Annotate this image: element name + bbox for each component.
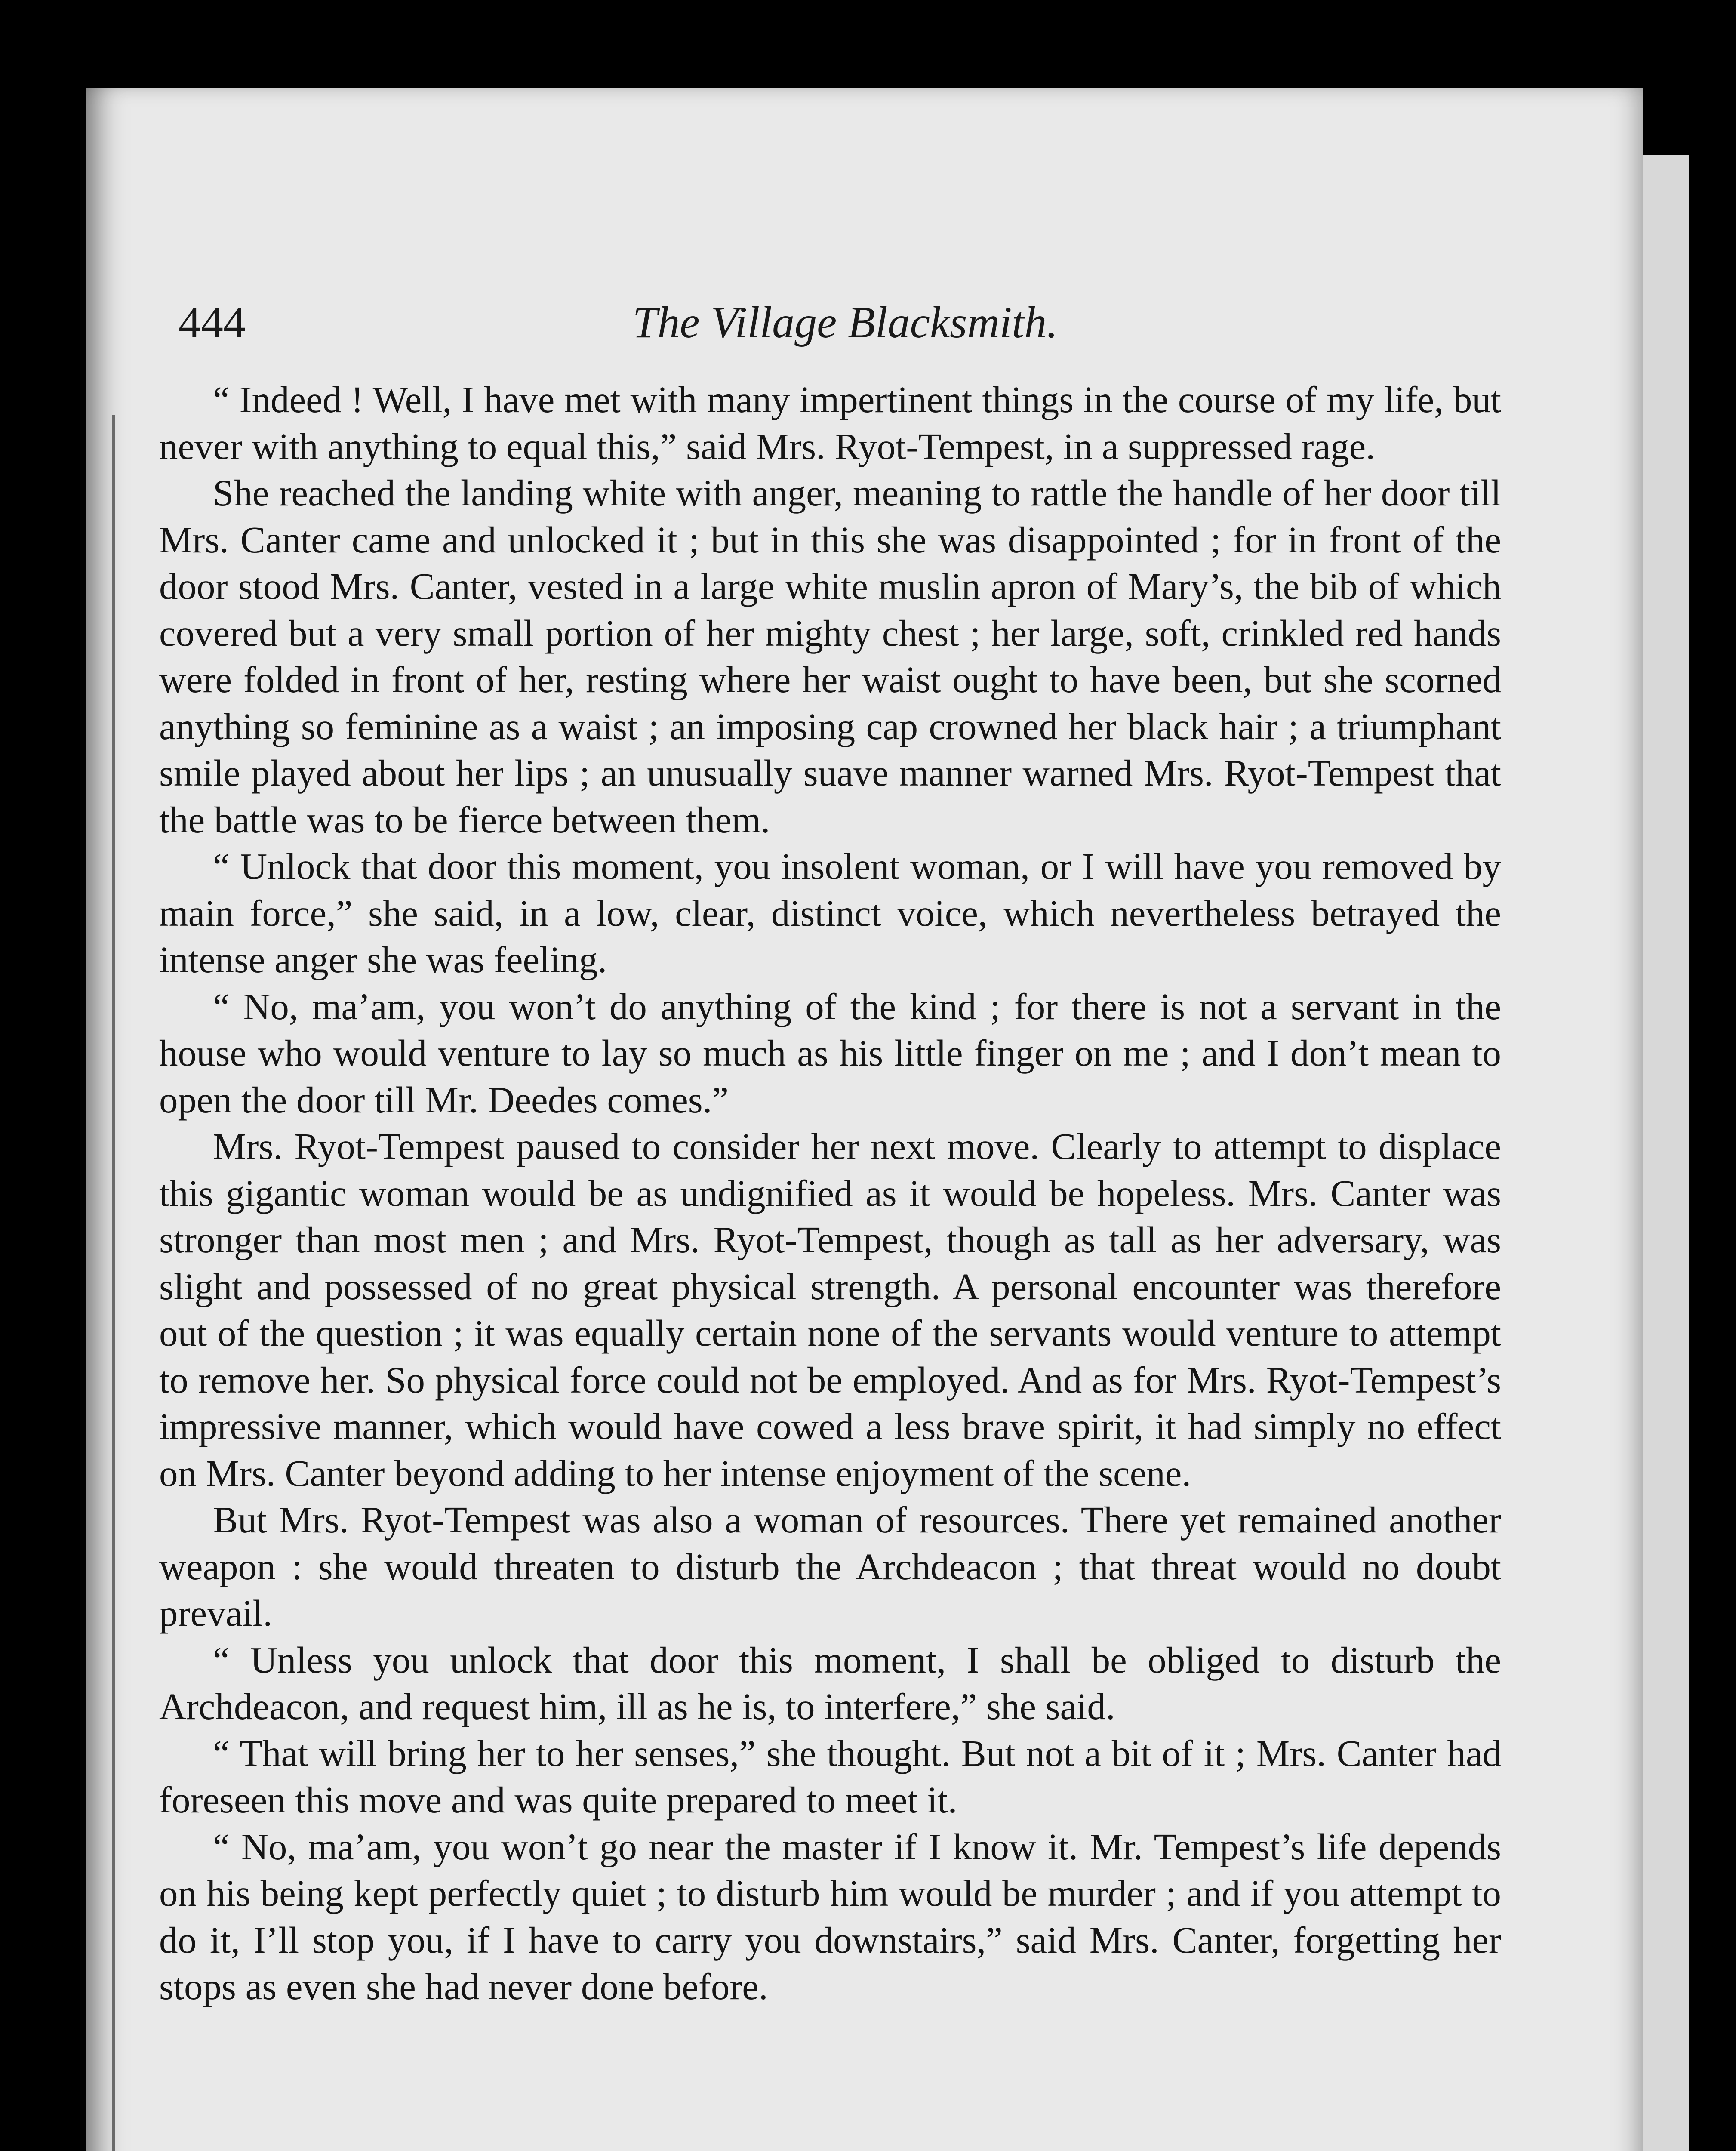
page-number: 444	[179, 298, 246, 347]
paragraph-2: She reached the landing white with anger, meaning to rattle the handle of her door till Mrs. Canter came and unlocked it ; but in this she was disappointed ; for in front of the door stood Mrs. Canter, vested in a large white muslin apron of Mary’s, the bib of which covered but a very small portion of her mighty chest ; her large, soft, crinkled red hands were folded in front of her, resting where her waist ought to have been, but she scorned anything so feminine as a waist ; an imposing cap crowned her black hair ; a triumphant smile played about her lips ; an unusually suave manner warned Mrs. Ryot-Tempest that the battle was to be fierce between them.	[159, 472, 1501, 841]
paragraph-3: “ Unlock that door this moment, you insolent woman, or I will have you removed by main force,” she said, in a low, clear, distinct voice, which nevertheless betrayed the intense anger she was feeling.	[159, 845, 1501, 980]
paragraph-7: “ Unless you unlock that door this moment, I shall be obliged to disturb the Archdeacon, and request him, ill as he is, to interfere,” she said.	[159, 1639, 1501, 1727]
running-title: The Village Blacksmith.	[632, 298, 1058, 347]
paragraph-5: Mrs. Ryot-Tempest paused to consider her next move. Clearly to attempt to displace this gigantic woman would be as undignified as it would be hopeless. Mrs. Canter was stronger than most men ; and Mrs. Ryot-Tempest, though as tall as her adversary, was slight and possessed of no great physical strength. A personal encounter was therefore out of the question ; it was equally certain none of the servants would venture to attempt to remove her. So physical force could not be employed. And as for Mrs. Ryot-Tempest’s impressive manner, which would have cowed a less brave spirit, it had simply no effect on Mrs. Canter beyond adding to her intense enjoyment of the scene.	[159, 1125, 1501, 1494]
paragraph-8: “ That will bring her to her senses,” she thought. But not a bit of it ; Mrs. Canter had foreseen this move and was quite prepared to meet it.	[159, 1732, 1501, 1821]
paragraph-1: “ Indeed ! Well, I have met with many impertinent things in the course of my life, but never with anything to equal this,” said Mrs. Ryot-Tempest, in a suppressed rage.	[159, 379, 1501, 467]
body-text	[159, 376, 1501, 2010]
paragraph-4: “ No, ma’am, you won’t do anything of the kind ; for there is not a servant in the house who would venture to lay so much as his little finger on me ; and I don’t mean to open the door till Mr. Deedes comes.”	[159, 985, 1501, 1121]
paragraph-6: But Mrs. Ryot-Tempest was also a woman of resources. There yet remained another weapon : she would threaten to disturb the Archdeacon ; that threat would no doubt prevail.	[159, 1499, 1501, 1634]
paragraph-9: “ No, ma’am, you won’t go near the master if I know it. Mr. Tempest’s life depends on his being kept perfectly quiet ; to disturb him would be murder ; and if you attempt to do it, I’ll stop you, if I have to carry you downstairs,” said Mrs. Canter, forgetting her stops as even she had never done before.	[159, 1825, 1501, 2007]
page-gutter	[112, 415, 115, 2151]
running-head	[179, 297, 1512, 357]
